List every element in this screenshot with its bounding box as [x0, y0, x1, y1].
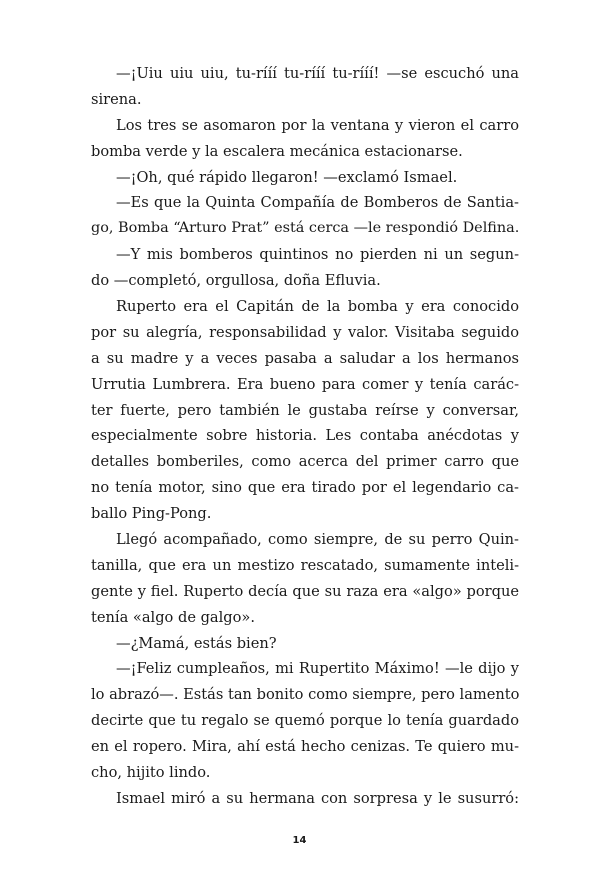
text-line: ballo Ping-Pong. [91, 505, 212, 523]
body-text [91, 61, 520, 812]
text-line: —¡Feliz cumpleaños, mi Rupertito Máximo! —le dijo y [116, 660, 519, 678]
text-line: Urrutia Lumbrera. Era bueno para comer y tenía carác- [91, 375, 519, 393]
text-line: gente y fiel. Ruperto decía que su raza era «algo» porque [91, 582, 519, 600]
text-line: en el ropero. Mira, ahí está hecho cenizas. Te quiero mu- [91, 738, 519, 756]
text-line: por su alegría, responsabilidad y valor. Visitaba seguido [91, 323, 519, 341]
text-line: lo abrazó—. Estás tan bonito como siempre, pero lamento [91, 686, 520, 704]
text-line: —¡Uiu uiu uiu, tu-rííí tu-rííí tu-rííí! —se escuchó una [116, 65, 519, 82]
text-line: ter fuerte, pero también le gustaba reírse y conversar, [91, 401, 519, 419]
text-line: do —completó, orgullosa, doña Efluvia. [91, 272, 381, 290]
text-line: Ruperto era el Capitán de la bomba y era conocido [116, 298, 519, 316]
text-line: Ismael miró a su hermana con sorpresa y le susurró: [116, 789, 519, 807]
text-line: a su madre y a veces pasaba a saludar a los hermanos [91, 349, 519, 367]
page-number: 14 [292, 835, 307, 846]
text-line: —Y mis bomberos quintinos no pierden ni un segun- [116, 246, 519, 264]
text-line: —Es que la Quinta Compañía de Bomberos de Santia- [116, 194, 519, 212]
text-line: tanilla, que era un mestizo rescatado, sumamente inteli- [91, 556, 519, 574]
text-line: bomba verde y la escalera mecánica estacionarse. [91, 142, 463, 160]
text-line: —¡Oh, qué rápido llegaron! —exclamó Ismael. [116, 168, 458, 186]
text-line: tenía «algo de galgo». [91, 608, 255, 626]
text-line: —¿Mamá, estás bien? [116, 634, 277, 652]
text-line: sirena. [91, 90, 142, 108]
text-line: Llegó acompañado, como siempre, de su perro Quin- [116, 531, 519, 549]
text-line: decirte que tu regalo se quemó porque lo tenía guardado [91, 712, 519, 730]
text-line: go, Bomba “Arturo Prat” está cerca —le respondió Delfina. [91, 220, 520, 237]
text-line: Los tres se asomaron por la ventana y vieron el carro [116, 116, 519, 134]
text-line: especialmente sobre historia. Les contaba anécdotas y [91, 427, 519, 445]
text-line: detalles bomberiles, como acerca del primer carro que [91, 453, 519, 471]
text-line: no tenía motor, sino que era tirado por el legendario ca- [91, 479, 519, 497]
text-line: cho, hijito lindo. [91, 764, 211, 782]
